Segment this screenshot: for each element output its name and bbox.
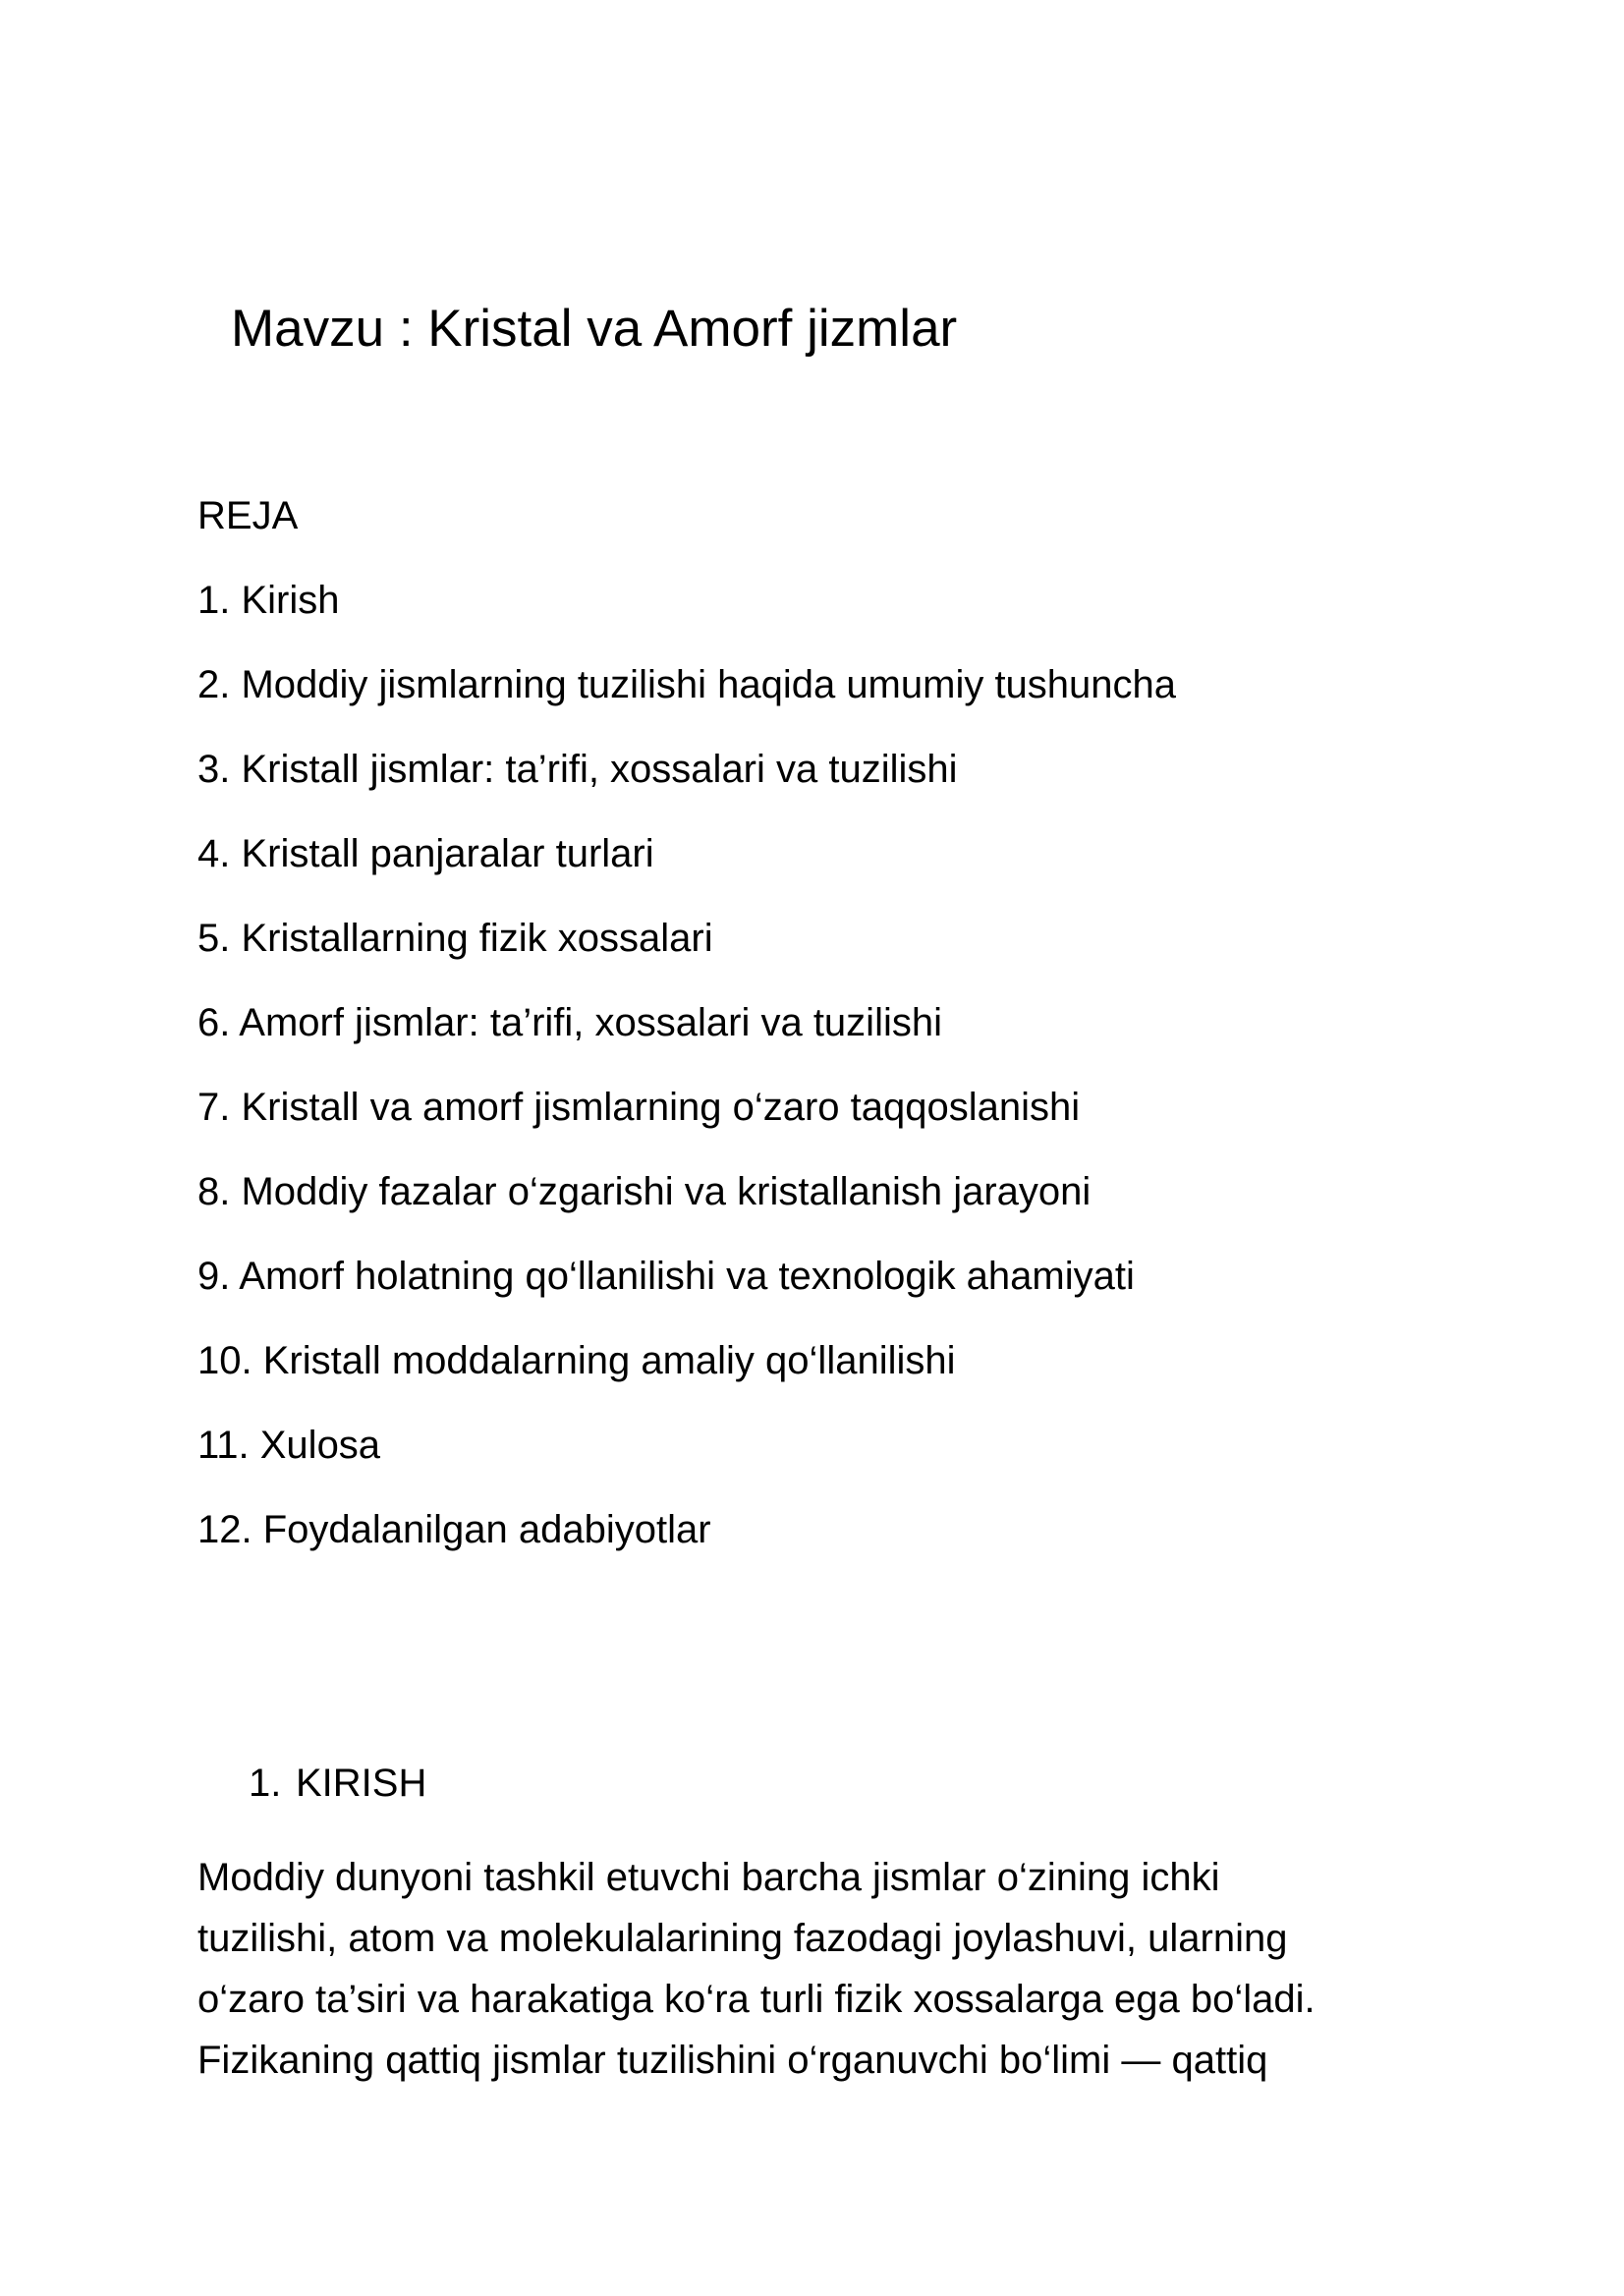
plan-item: 10. Kristall moddalarning amaliy qo‘llanilishi: [197, 1339, 956, 1382]
plan-item: 4. Kristall panjaralar turlari: [197, 832, 654, 875]
section-heading: [249, 1759, 426, 1808]
plan-item: 3. Kristall jismlar: ta’rifi, xossalari va tuzilishi: [197, 748, 958, 791]
plan-item: 8. Moddiy fazalar o‘zgarishi va kristallanish jarayoni: [197, 1170, 1092, 1213]
section-heading-text: KIRISH: [296, 1762, 427, 1805]
section-body: [197, 1847, 1445, 2091]
section-number: 1.: [249, 1762, 282, 1805]
plan-section: [197, 491, 1176, 1590]
paragraph-line: Moddiy dunyoni tashkil etuvchi barcha jismlar o‘zining ichki: [197, 1856, 1220, 1899]
plan-item: 1. Kirish: [197, 579, 340, 622]
plan-list: [197, 576, 1176, 1590]
page-title: Mavzu : Kristal va Amorf jizmlar: [231, 300, 958, 358]
paragraph-line: Fizikaning qattiq jismlar tuzilishini o‘rganuvchi bo‘limi — qattiq: [197, 2039, 1268, 2082]
plan-item: 9. Amorf holatning qo‘llanilishi va texnologik ahamiyati: [197, 1255, 1135, 1298]
plan-heading: REJA: [197, 494, 299, 537]
paragraph-line: tuzilishi, atom va molekulalarining fazodagi joylashuvi, ularning: [197, 1917, 1288, 1960]
plan-item: 7. Kristall va amorf jismlarning o‘zaro taqqoslanishi: [197, 1086, 1081, 1129]
paragraph-line: o‘zaro ta’siri va harakatiga ko‘ra turli fizik xossalarga ega bo‘ladi.: [197, 1978, 1316, 2021]
plan-item: 6. Amorf jismlar: ta’rifi, xossalari va tuzilishi: [197, 1001, 942, 1044]
plan-item: 11. Xulosa: [197, 1424, 381, 1467]
plan-item: 2. Moddiy jismlarning tuzilishi haqida umumiy tushuncha: [197, 663, 1177, 706]
plan-item: 5. Kristallarning fizik xossalari: [197, 917, 713, 960]
plan-item: 12. Foydalanilgan adabiyotlar: [197, 1508, 711, 1551]
